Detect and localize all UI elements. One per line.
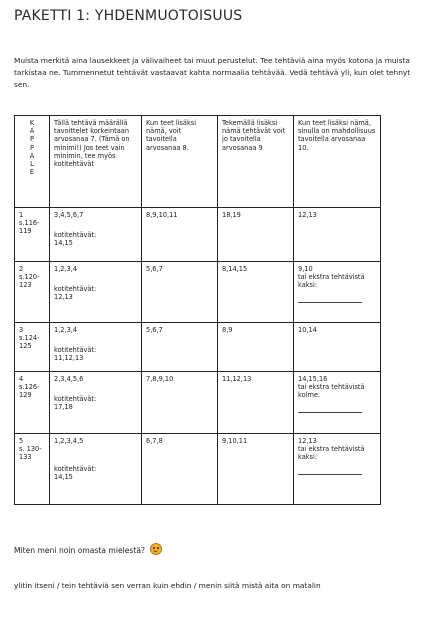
grade-8-cell: 7,8,9,10 (142, 372, 218, 434)
grade-8-cell: 8,9,10,11 (142, 208, 218, 262)
grade-9-cell: 9,10,11 (218, 434, 294, 505)
kappale-letter: A (29, 151, 35, 160)
home-tasks: 14,15 (54, 239, 73, 248)
grade-8-cell: 5,6,7 (142, 262, 218, 323)
smiling-face-icon (150, 543, 162, 555)
question-text: Miten meni noin omasta mielestä? (14, 546, 146, 555)
minimum-tasks: 1,2,3,4,5 (54, 437, 84, 445)
kappale-number: 3 (19, 326, 24, 334)
grade-7-cell (50, 262, 142, 323)
extra-tasks-label: tai ekstra tehtävistä kaksi: (298, 445, 365, 462)
grade-7-cell (50, 323, 142, 372)
table-row (15, 372, 381, 434)
home-tasks: 12,13 (54, 293, 73, 302)
kappale-letter: L (30, 160, 34, 169)
table-row (15, 262, 381, 323)
grade-10-tasks: 14,15,16 (298, 375, 328, 383)
grade-9-cell: 8,9 (218, 323, 294, 372)
kappale-number: 2 (19, 265, 24, 273)
kappale-letter: P (30, 135, 34, 144)
grade-8-cell: 5,6,7 (142, 323, 218, 372)
page-title: PAKETTI 1: YHDENMUOTOISUUS (14, 8, 243, 24)
home-tasks-label: kotitehtävät: (54, 231, 97, 240)
kappale-letter: K (29, 119, 35, 127)
grade-9-cell: 11,12,13 (218, 372, 294, 434)
table-row (15, 208, 381, 262)
home-tasks-label: kotitehtävät: (54, 395, 97, 404)
kappale-pages: s.126-129 (19, 383, 40, 400)
grade-10-cell (294, 372, 381, 434)
table-row (15, 323, 381, 372)
grade-9-cell: 8,14,15 (218, 262, 294, 323)
kappale-pages: s.116-119 (19, 219, 40, 236)
kappale-cell (15, 208, 50, 262)
grade-10-tasks: 9,10 (298, 265, 313, 273)
grade-10-cell (294, 434, 381, 505)
kappale-vertical-label (19, 119, 45, 176)
home-tasks-label: kotitehtävät: (54, 346, 97, 355)
home-tasks-label: kotitehtävät: (54, 465, 97, 474)
extra-tasks-label: tai ekstra tehtävistä kolme: (298, 383, 365, 400)
table-row (15, 434, 381, 505)
kappale-letter: E (29, 168, 35, 177)
minimum-tasks: 3,4,5,6,7 (54, 211, 84, 219)
home-tasks: 17,18 (54, 403, 73, 412)
self-assessment-options[interactable]: ylitin itseni / tein tehtäviä sen verran kuin ehdin / menin siitä mistä aita on matalin (14, 581, 321, 590)
kappale-pages: s.124-125 (19, 334, 40, 351)
self-assessment-question (14, 543, 162, 555)
grade-10-tasks: 10,14 (298, 326, 317, 334)
header-grade-7-cell: Tällä tehtävä määrällä tavoittelet korkeintaan arvosanaa 7. (Tämä on minimi!) Jos teet vain minimin, tee myös kotitehtävät (50, 116, 142, 208)
kappale-cell (15, 323, 50, 372)
minimum-tasks: 2,3,4,5,6 (54, 375, 84, 383)
grade-7-cell (50, 372, 142, 434)
kappale-number: 5 (19, 437, 24, 445)
grade-10-cell (294, 323, 381, 372)
grade-7-cell (50, 208, 142, 262)
extra-tasks-label: tai ekstra tehtävistä kaksi: (298, 273, 365, 290)
minimum-tasks: 1,2,3,4 (54, 326, 78, 334)
home-tasks-label: kotitehtävät: (54, 285, 97, 294)
kappale-letter: P (30, 143, 34, 152)
grade-10-tasks: 12,13 (298, 437, 317, 445)
header-kappale-cell (15, 116, 50, 208)
grade-10-cell (294, 262, 381, 323)
minimum-tasks: 1,2,3,4 (54, 265, 78, 273)
kappale-pages: s.120-123 (19, 273, 40, 290)
answer-blank-line[interactable] (298, 474, 362, 475)
kappale-number: 4 (19, 375, 24, 383)
grade-9-cell: 18,19 (218, 208, 294, 262)
task-table (14, 115, 381, 505)
home-tasks: 11,12,13 (54, 354, 84, 363)
kappale-pages: s. 130-133 (19, 445, 42, 462)
grade-10-tasks: 12,13 (298, 211, 317, 219)
answer-blank-line[interactable] (298, 412, 362, 413)
kappale-number: 1 (19, 211, 24, 219)
intro-paragraph: Muista merkitä aina lausekkeet ja välivaiheet tai muut perustelut. Tee tehtäviä aina myös kotona ja muista tarkistaa ne. Tummennetut tehtävät vastaavat kahta normaalia tehtävää. Vedä tehtävä yli, kun olet tehnyt sen. (14, 56, 411, 89)
grade-7-cell (50, 434, 142, 505)
grade-10-cell (294, 208, 381, 262)
answer-blank-line[interactable] (298, 302, 362, 303)
header-grade-8-cell: Kun teet lisäksi nämä, voit tavoitella arvosanaa 8. (142, 116, 218, 208)
kappale-letter: A (29, 127, 35, 136)
table-header-row (15, 116, 381, 208)
kappale-cell (15, 372, 50, 434)
header-grade-9-cell: Tekemällä lisäksi nämä tehtävät voit jo tavoitella arvosanaa 9 (218, 116, 294, 208)
kappale-cell (15, 434, 50, 505)
header-grade-10-cell: Kun teet lisäksi nämä, sinulla on mahdollisuus tavoitella arvosanaa 10. (294, 116, 381, 208)
home-tasks: 14,15 (54, 473, 73, 482)
kappale-cell (15, 262, 50, 323)
grade-8-cell: 6,7,8 (142, 434, 218, 505)
